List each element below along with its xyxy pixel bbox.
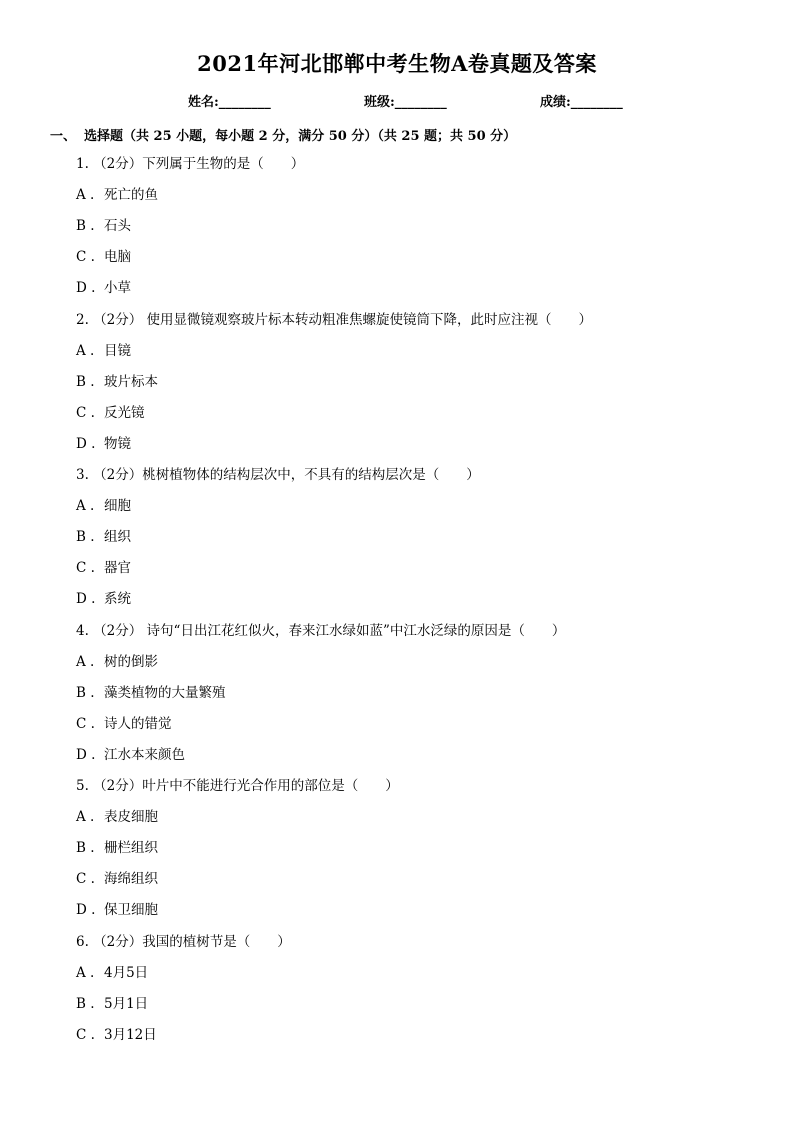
option-letter: D . (76, 591, 96, 608)
answer-option (76, 901, 158, 919)
answer-option (76, 559, 131, 577)
option-text: 诗人的错觉 (104, 715, 172, 732)
option-text: 器官 (104, 560, 131, 577)
option-letter: A . (76, 653, 95, 670)
option-letter: A . (76, 342, 95, 359)
option-text: 3月12日 (104, 1026, 157, 1043)
option-text: 死亡的鱼 (104, 187, 158, 204)
option-text: 细胞 (104, 498, 131, 515)
answer-option (76, 590, 131, 608)
option-letter: C . (76, 1026, 95, 1043)
question-stem: 3. （2分）桃树植物体的结构层次中，不具有的结构层次是（ ） (76, 467, 480, 483)
answer-option (76, 995, 148, 1013)
answer-option (76, 746, 185, 764)
option-letter: C . (76, 715, 95, 732)
option-letter: C . (76, 560, 95, 577)
option-text: 目镜 (104, 342, 131, 359)
option-text: 树的倒影 (104, 653, 158, 670)
option-text: 石头 (104, 218, 131, 235)
option-letter: D . (76, 280, 96, 297)
option-text: 反光镜 (104, 404, 145, 421)
score-field: 成绩:________ (540, 95, 623, 110)
answer-option (76, 217, 131, 235)
option-text: 栅栏组织 (104, 840, 158, 857)
option-text: 表皮细胞 (104, 809, 158, 826)
option-text: 4月5日 (104, 964, 149, 981)
answer-option (76, 653, 158, 671)
answer-option (76, 435, 131, 453)
option-text: 海绵组织 (104, 871, 158, 888)
answer-option (76, 870, 158, 888)
option-text: 组织 (104, 529, 131, 546)
option-letter: D . (76, 435, 96, 452)
option-letter: A . (76, 809, 95, 826)
option-letter: A . (76, 964, 95, 981)
answer-option (76, 1026, 157, 1044)
answer-option (76, 342, 131, 360)
class-field: 班级:________ (364, 95, 447, 110)
answer-option (76, 279, 131, 297)
section-title: 选择题（共 25 小题，每小题 2 分，满分 50 分）（共 25 题；共 50 分） (84, 129, 517, 144)
option-text: 藻类植物的大量繁殖 (104, 684, 226, 701)
option-letter: B . (76, 529, 95, 546)
question-stem: 4. （2分） 诗句“日出江花红似火，春来江水绿如蓝”中江水泛绿的原因是（ ） (76, 622, 566, 639)
option-letter: D . (76, 902, 96, 919)
answer-option (76, 248, 131, 266)
section-number: 一、 (50, 129, 77, 144)
option-letter: D . (76, 746, 96, 763)
answer-option (76, 964, 148, 982)
option-letter: C . (76, 249, 95, 266)
option-letter: B . (76, 218, 95, 235)
option-text: 江水本来颜色 (104, 746, 185, 763)
question-stem: 5. （2分）叶片中不能进行光合作用的部位是（ ） (76, 778, 399, 794)
option-letter: B . (76, 373, 95, 390)
section-heading (50, 125, 516, 144)
option-letter: A . (76, 187, 95, 204)
question-stem: 2. （2分） 使用显微镜观察玻片标本转动粗准焦螺旋使镜筒下降，此时应注视（ ） (76, 311, 593, 328)
answer-option (76, 808, 158, 826)
option-letter: B . (76, 840, 95, 857)
option-text: 5月1日 (104, 995, 149, 1012)
option-letter: B . (76, 995, 95, 1012)
answer-option (76, 839, 158, 857)
question-stem: 1. （2分）下列属于生物的是（ ） (76, 156, 305, 172)
option-letter: A . (76, 498, 95, 515)
option-letter: B . (76, 684, 95, 701)
option-text: 系统 (104, 591, 131, 608)
answer-option (76, 404, 145, 422)
answer-option (76, 186, 158, 204)
answer-option (76, 684, 226, 702)
option-text: 小草 (104, 280, 131, 297)
answer-option (76, 373, 158, 391)
question-stem: 6. （2分）我国的植树节是（ ） (76, 933, 291, 950)
answer-option (76, 715, 172, 733)
answer-option (76, 528, 131, 546)
option-letter: C . (76, 871, 95, 888)
option-text: 玻片标本 (104, 373, 158, 390)
option-letter: C . (76, 404, 95, 421)
option-text: 电脑 (104, 249, 131, 266)
student-info-row (0, 91, 794, 109)
option-text: 保卫细胞 (104, 902, 158, 919)
answer-option (76, 497, 131, 515)
name-field: 姓名:________ (188, 95, 271, 110)
option-text: 物镜 (104, 435, 131, 452)
page-title: 2021年河北邯郸中考生物A卷真题及答案 (197, 51, 597, 76)
